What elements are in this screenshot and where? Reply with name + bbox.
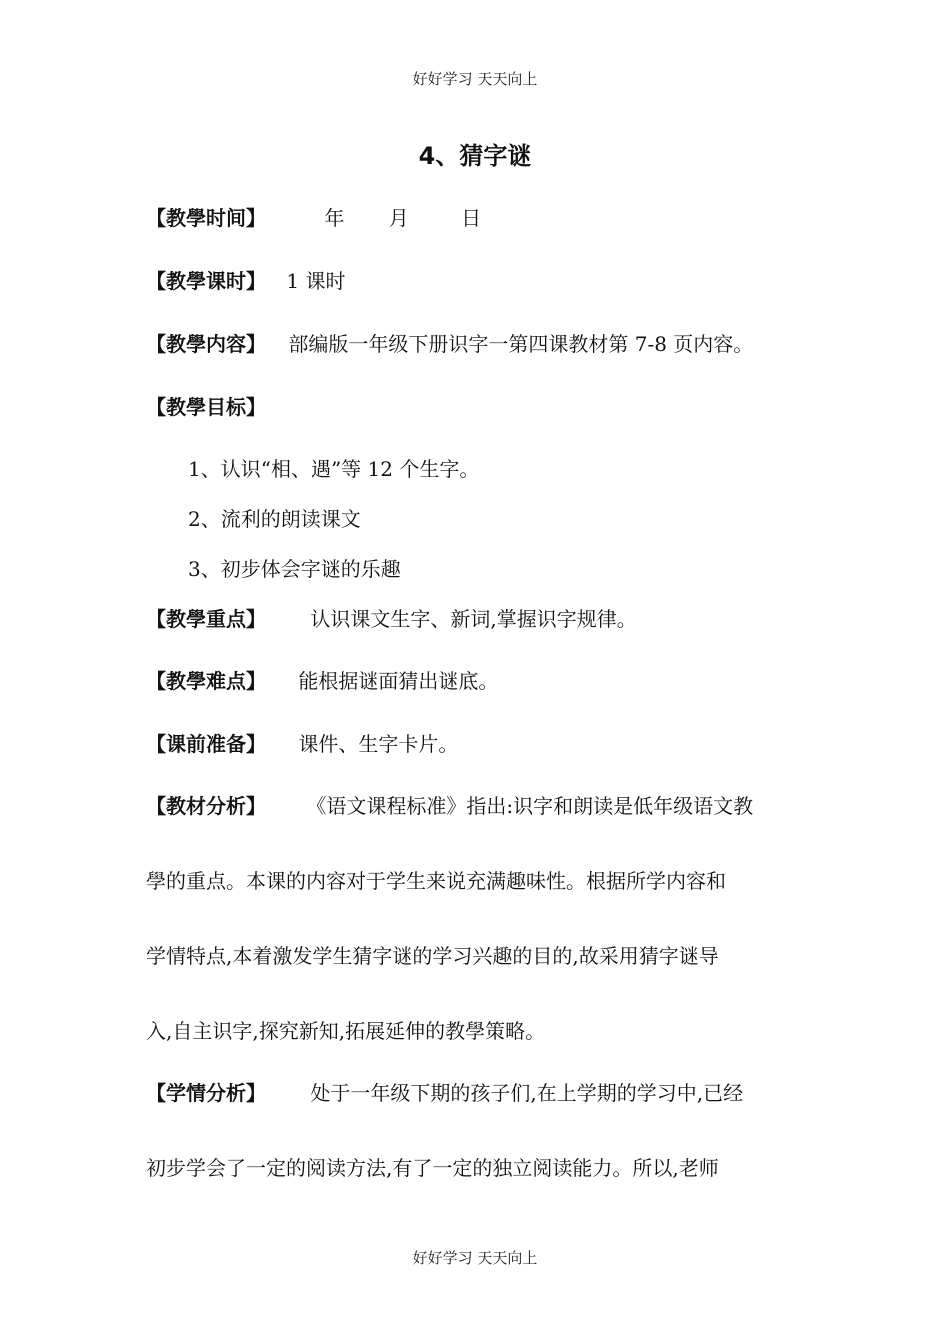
difficulty-row [146,665,498,694]
page-title: 4、猜字谜 [418,142,532,170]
student-analysis-line: 初步学会了一定的阅读方法,有了一定的独立阅读能力。所以,老师 [146,1156,719,1180]
material-analysis-line: 《语文课程标准》指出:识字和朗读是低年级语文教 [306,794,754,818]
material-analysis-line: 入,自主识字,探究新知,拓展延伸的教學策略。 [146,1019,546,1043]
key-points-row [146,603,637,632]
hours-value: 1 课时 [286,269,346,293]
material-analysis-line: 學的重点。本课的内容对于学生来说充满趣味性。根据所学内容和 [146,869,726,893]
day-text: 日 [461,206,482,230]
student-analysis-line: 处于一年级下期的孩子们,在上学期的学习中,已经 [310,1081,744,1105]
student-analysis-row [146,1077,743,1106]
hours-label: 【教學课时】 [146,269,266,293]
goal-item: 3、初步体会字谜的乐趣 [188,557,401,581]
material-analysis-label: 【教材分析】 [146,794,266,818]
year-text: 年 [324,206,345,230]
time-row [146,202,481,231]
content-row [146,328,753,357]
preparation-value: 课件、生字卡片。 [298,732,459,756]
month-text: 月 [388,206,409,230]
material-analysis-line: 学情特点,本着激发学生猜字谜的学习兴趣的目的,故采用猜字谜导 [146,944,719,968]
preparation-row [146,728,458,757]
difficulty-label: 【教學难点】 [146,669,266,693]
key-points-value: 认识课文生字、新词,掌握识字规律。 [310,607,637,631]
hours-row [146,265,345,294]
key-points-label: 【教學重点】 [146,607,266,631]
material-analysis-row [146,790,753,819]
content-label: 【教學内容】 [146,332,266,356]
page-footer: 好好学习 天天向上 [412,1249,538,1267]
page-header: 好好学习 天天向上 [412,70,538,88]
preparation-label: 【课前准备】 [146,732,266,756]
goal-item: 1、认识“相、遇”等 12 个生字。 [188,457,480,481]
time-label: 【教學时间】 [146,206,266,230]
goals-label: 【教學目标】 [146,395,266,419]
content-value: 部编版一年级下册识字一第四课教材第 7-8 页内容。 [288,332,754,356]
goal-item: 2、流利的朗读课文 [188,507,361,531]
goals-row [146,391,266,420]
student-analysis-label: 【学情分析】 [146,1081,266,1105]
difficulty-value: 能根据谜面猜出谜底。 [298,669,499,693]
